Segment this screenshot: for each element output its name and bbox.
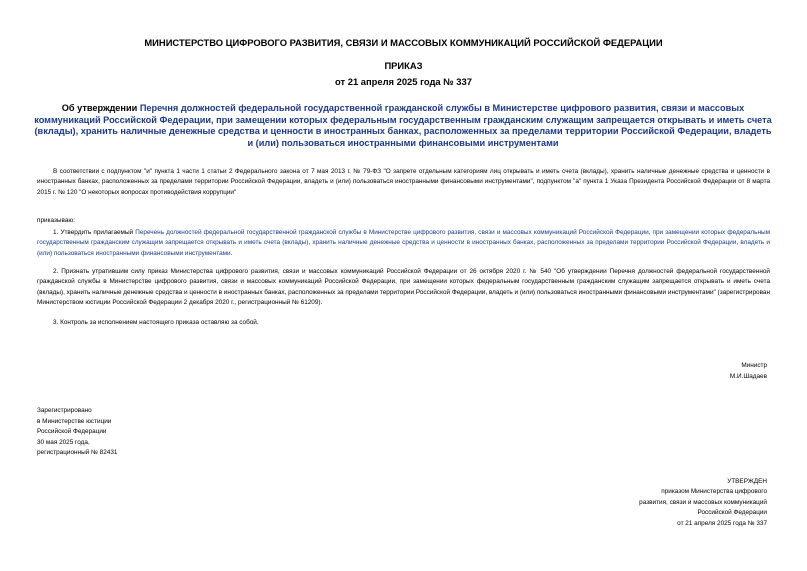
preamble-text: В соответствии с подпунктом "и" пункта 1 части 1 статьи 2 Федерального закона от 7 мая 2013 г. № 79-ФЗ "О запрете отдельным категориям лиц открывать и иметь счета (вклады), хранить наличные денежные средства и ценности в иностранных банках, расположенных за пределами территории Российской Федерации, владеть и (или) пользоваться иностранными финансовыми инструментами", подпунктом "а" пункта 1 Указа Президента Российской Федерации от 8 марта 2015 г. № 120 "О некоторых вопросах противодействия коррупции"	[37, 168, 770, 196]
item-1-after: .	[230, 249, 233, 257]
date-number-heading: от 21 апреля 2025 года № 337	[335, 76, 472, 87]
item-2-text: 2. Признать утратившим силу приказ Министерства цифрового развития, связи и массовых коммуникаций Российской Федерации от 26 октября 2020 г. № 540 "Об утверждении Перечня должностей федеральной государственной гражданской службы в Министерстве цифрового развития, связи и массовых коммуникаций Российской Федерации, при замещении которых федеральным государственным гражданским служащим запрещается открывать и иметь счета (вклады), хранить наличные денежные средства и ценности в иностранных банках, расположенных за пределами территории Российской Федерации, владеть и (или) пользоваться иностранными финансовыми инструментами" (зарегистрирован Министерством юстиции Российской Федерации 2 декабря 2020 г., регистрационный № 61209).	[37, 268, 770, 307]
subject-link[interactable]: Перечня должностей федеральной государственной гражданской службы в Министерстве цифрового развития, связи и массовых коммуникаций Российской Федерации, при замещении которых федеральным государственным гражданским служащим запрещается открывать и иметь счета (вклады), хранить наличные денежные средства и ценности в иностранных банках, расположенных за пределами территории Российской Федерации, владеть и (или) пользоваться иностранными финансовыми инструментами	[34, 103, 772, 148]
registration-line: регистрационный № 82431	[37, 449, 118, 457]
preamble-paragraph	[37, 167, 770, 198]
ministry-heading: МИНИСТЕРСТВО ЦИФРОВОГО РАЗВИТИЯ, СВЯЗИ И МАССОВЫХ КОММУНИКАЦИЙ РОССИЙСКОЙ ФЕДЕРАЦИИ	[144, 37, 663, 48]
approval-block	[639, 477, 767, 529]
signature-block	[730, 360, 767, 382]
approval-line: от 21 апреля 2025 года № 337	[677, 519, 767, 527]
order-word: приказываю:	[37, 217, 75, 224]
signature-title: Министр	[741, 362, 767, 369]
approval-line: приказом Министерства цифрового	[661, 488, 767, 496]
approval-line: УТВЕРЖДЕН	[727, 478, 767, 485]
subject-prefix: Об утверждении	[61, 103, 140, 113]
item-2-paragraph	[37, 267, 770, 309]
item-1-paragraph	[37, 228, 770, 259]
approval-line: развития, связи и массовых коммуникаций	[639, 498, 767, 506]
item-1-before: 1. Утвердить прилагаемый	[53, 229, 136, 236]
item-1-link[interactable]: Перечень должностей федеральной государственной гражданской службы в Министерстве цифрового развития, связи и массовых коммуникаций Российской Федерации, при замещении которых федеральным государственным гражданским служащим запрещается открывать и иметь счета (вклады), хранить наличные денежные средства и ценности в иностранных банках, расположенных за пределами территории Российской Федерации, владеть и (или) пользоваться иностранными финансовыми инструментами	[37, 229, 770, 257]
registration-line: Российской Федерации	[37, 428, 107, 436]
doc-type-heading: ПРИКАЗ	[384, 60, 423, 71]
registration-line: 30 мая 2025 года,	[37, 438, 90, 446]
order-subject	[32, 103, 774, 149]
registration-block	[37, 406, 117, 459]
registration-line: Зарегистрировано	[37, 407, 92, 414]
signature-name: М.И.Шадаев	[729, 373, 767, 380]
approval-line: Российской Федерации	[697, 509, 767, 517]
item-3-text: 3. Контроль за исполнением настоящего приказа оставляю за собой.	[53, 319, 259, 326]
registration-line: в Министерстве юстиции	[37, 417, 112, 425]
item-3-paragraph	[37, 318, 770, 328]
